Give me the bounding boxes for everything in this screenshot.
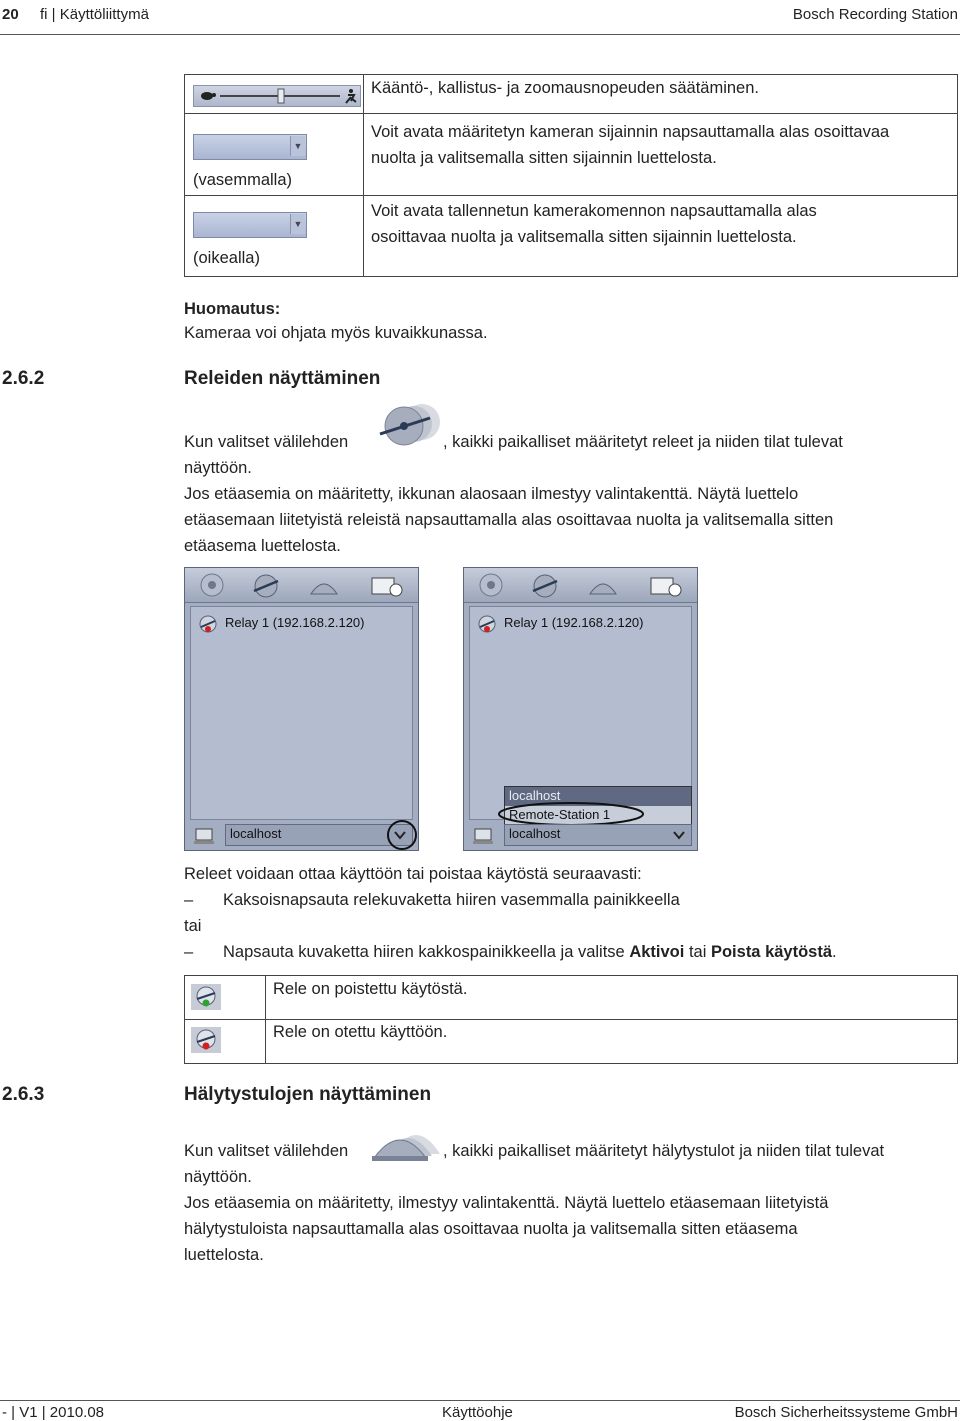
page-header xyxy=(0,0,960,35)
slider-thumb xyxy=(278,89,284,103)
speed-slider[interactable] xyxy=(193,85,361,107)
highlight-circle xyxy=(385,818,419,852)
turtle-icon xyxy=(201,92,216,100)
state-disabled-text: Rele on poistettu käytöstä. xyxy=(273,980,468,998)
station-dropdown-value: localhost xyxy=(509,826,561,841)
section-title: Hälytystulojen näyttäminen xyxy=(184,1084,432,1105)
computer-icon xyxy=(193,827,215,845)
relay-item[interactable]: Relay 1 (192.168.2.120) xyxy=(225,615,365,630)
station-dropdown[interactable] xyxy=(504,824,692,846)
alarm-remote-line3: luettelosta. xyxy=(184,1246,264,1264)
row2-line2: nuolta ja valitsemalla sitten sijainnin luettelosta. xyxy=(371,149,717,167)
bullet-2 xyxy=(223,939,837,965)
section-number: 2.6.2 xyxy=(2,368,45,389)
station-dropdown-value: localhost xyxy=(230,826,282,841)
left-label: (vasemmalla) xyxy=(193,171,293,189)
relay-item[interactable]: Relay 1 (192.168.2.120) xyxy=(504,615,644,630)
footer-company: Bosch Sicherheitssysteme GmbH xyxy=(734,1404,958,1421)
page-number: 20 xyxy=(2,6,19,23)
relay-remote-line2: etäasemaan liitetyistä releistä napsauttamalla alas osoittavaa nuolta ja valitsemalla sitten xyxy=(184,511,834,529)
row3-line1: Voit avata tallennetun kamerakomennon napsauttamalla alas xyxy=(371,202,817,220)
dropdown-option-label: Remote-Station 1 xyxy=(509,807,611,822)
alarm-intro-before: Kun valitset välilehden xyxy=(184,1142,349,1160)
alarm-intro-after: , kaikki paikalliset määritetyt hälytystulot ja niiden tilat tulevat xyxy=(443,1142,885,1160)
footer-version: - | V1 | 2010.08 xyxy=(2,1404,105,1421)
page-footer xyxy=(0,1400,960,1421)
row3-line2: osoittavaa nuolta ja valitsemalla sitten sijainnin luettelosta. xyxy=(371,228,797,246)
section-title: Releiden näyttäminen xyxy=(184,368,381,389)
panel-tabs xyxy=(464,568,697,603)
chevron-down-icon[interactable]: ▼ xyxy=(290,136,305,156)
bullet-1: Kaksoisnapsauta relekuvaketta hiiren vasemmalla painikkeella xyxy=(223,891,680,909)
alarm-tab-icon[interactable] xyxy=(586,572,620,598)
relay-list xyxy=(190,606,413,820)
bullet-2-end: . xyxy=(832,943,837,961)
bullet-2-text: Napsauta kuvaketta hiiren kakkospainikkeella ja valitse xyxy=(223,943,625,961)
relay-intro-before: Kun valitset välilehden xyxy=(184,433,349,451)
relay-tab-icon[interactable] xyxy=(528,572,562,598)
panel-tabs xyxy=(185,568,418,603)
relay-tab-icon[interactable] xyxy=(249,572,283,598)
slider-description: Kääntö-, kallistus- ja zoomausnopeuden säätäminen. xyxy=(371,79,759,97)
relay-enabled-icon xyxy=(191,1027,221,1053)
state-enabled-text: Rele on otettu käyttöön. xyxy=(273,1023,448,1041)
playback-tab-icon[interactable] xyxy=(369,572,403,598)
note-title: Huomautus: xyxy=(184,300,281,318)
speed-slider-graphic xyxy=(194,86,360,106)
or-text: tai xyxy=(184,917,202,935)
alarm-intro-line2: näyttöön. xyxy=(184,1168,252,1186)
dash-2: – xyxy=(184,943,194,961)
note-text: Kameraa voi ohjata myös kuvaikkunassa. xyxy=(184,324,488,342)
dropdown-option-label: localhost xyxy=(509,788,561,803)
relay-tab-icon xyxy=(372,400,444,448)
runner-icon xyxy=(346,89,356,103)
alarm-remote-line1: Jos etäasemia on määritetty, ilmestyy valintakenttä. Näytä luettelo etäasemaan liitetyistä xyxy=(184,1194,829,1212)
relay-state-table xyxy=(184,975,958,1064)
camera-tab-icon[interactable] xyxy=(195,572,229,598)
camera-position-dropdown[interactable] xyxy=(193,134,307,160)
alarm-tab-icon[interactable] xyxy=(307,572,341,598)
activate-term: Aktivoi xyxy=(629,943,685,961)
alarm-remote-line2: hälytystuloista napsauttamalla alas osoittavaa nuolta ja valitsemalla sitten etäasema xyxy=(184,1220,798,1238)
relay-intro-line2: näyttöön. xyxy=(184,459,252,477)
brand-label: Bosch Recording Station xyxy=(792,6,958,23)
control-table xyxy=(184,74,958,277)
camera-tab-icon[interactable] xyxy=(474,572,508,598)
chevron-down-icon[interactable] xyxy=(671,827,687,843)
section-number: 2.6.3 xyxy=(2,1084,45,1105)
computer-icon xyxy=(472,827,494,845)
relay-disabled-icon xyxy=(191,984,221,1010)
relay-remote-line1: Jos etäasemia on määritetty, ikkunan alaosaan ilmestyy valintakenttä. Näytä luettelo xyxy=(184,485,799,503)
right-label: (oikealla) xyxy=(193,249,260,267)
dash-1: – xyxy=(184,891,194,909)
footer-doc: Käyttöohje xyxy=(442,1404,513,1421)
toggle-intro: Releet voidaan ottaa käyttöön tai poistaa käytöstä seuraavasti: xyxy=(184,865,642,883)
relay-intro-after: , kaikki paikalliset määritetyt releet ja niiden tilat tulevat xyxy=(443,433,843,451)
relay-icon[interactable] xyxy=(199,615,217,633)
relay-panel-right xyxy=(463,567,698,851)
relay-icon[interactable] xyxy=(478,615,496,633)
row2-line1: Voit avata määritetyn kameran sijainnin napsauttamalla alas osoittavaa xyxy=(371,123,890,141)
relay-remote-line3: etäasema luettelosta. xyxy=(184,537,341,555)
bullet-2-or: tai xyxy=(688,943,707,961)
section-label: fi | Käyttöliittymä xyxy=(40,6,149,23)
chevron-down-icon[interactable]: ▼ xyxy=(290,214,305,234)
playback-tab-icon[interactable] xyxy=(648,572,682,598)
alarm-tab-icon xyxy=(372,1116,444,1162)
relay-panel-left xyxy=(184,567,419,851)
disable-term: Poista käytöstä xyxy=(710,943,833,961)
camera-command-dropdown[interactable] xyxy=(193,212,307,238)
